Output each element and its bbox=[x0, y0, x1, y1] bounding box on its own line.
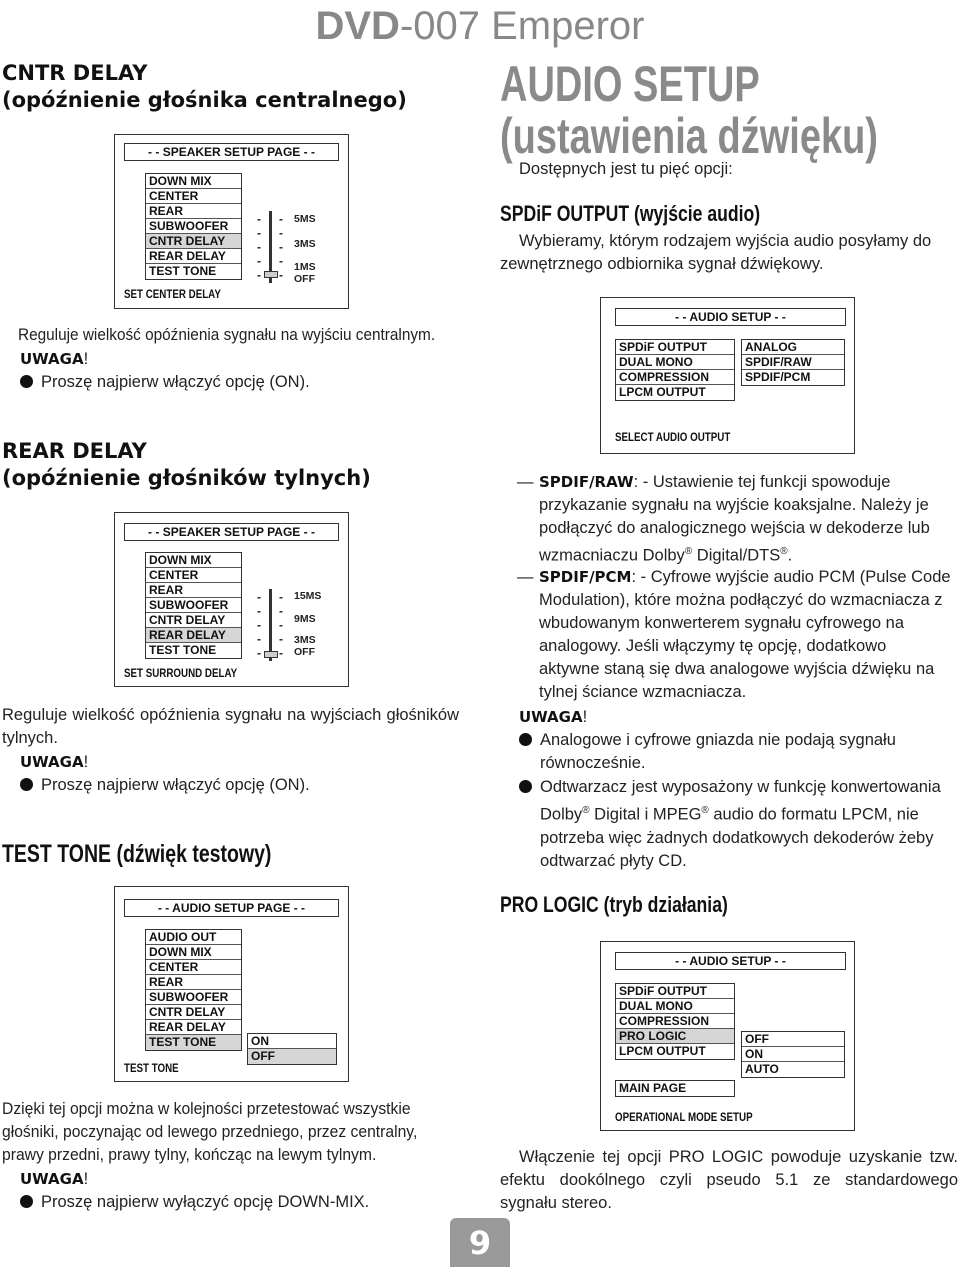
menu-item[interactable]: REAR DELAY bbox=[146, 1020, 241, 1035]
menu-item[interactable]: DOWN MIX bbox=[146, 553, 241, 568]
menu-item[interactable]: SUBWOOFER bbox=[146, 598, 241, 613]
cntr-delay-description: Reguluje wielkość opóźnienia sygnału na wyjściu centralnym. bbox=[18, 326, 436, 344]
delay-slider[interactable]: - - - - - - - - - - bbox=[257, 212, 283, 282]
menu-item[interactable]: REAR bbox=[146, 975, 241, 990]
option-item[interactable]: SPDIF/PCM bbox=[745, 370, 811, 384]
spdif-bullet-1: Analogowe i cyfrowe gniazda nie podają sygnału równocześnie. bbox=[519, 729, 939, 775]
dash-icon: — bbox=[517, 473, 534, 491]
menu-item[interactable]: CNTR DELAY bbox=[146, 613, 241, 628]
slider-label: OFF bbox=[294, 273, 315, 285]
header-title bbox=[0, 2, 960, 50]
pro-logic-menu[interactable] bbox=[615, 983, 735, 1060]
menu-item[interactable]: DOWN MIX bbox=[146, 945, 241, 960]
cntr-delay-bullet: Proszę najpierw włączyć opcję (ON). bbox=[20, 371, 310, 394]
menu-item[interactable]: CNTR DELAY bbox=[146, 1005, 241, 1020]
pro-logic-screen bbox=[600, 941, 855, 1131]
rear-delay-warning: UWAGA! bbox=[20, 753, 89, 771]
spdif-menu[interactable] bbox=[615, 339, 735, 401]
menu-item[interactable]: SUBWOOFER bbox=[146, 990, 241, 1005]
test-tone-description: Dzięki tej opcji można w kolejności przetestować wszystkie głośniki, poczynając od lewego przedniego, przez centralny, prawy przedni, prawy tylny, kończąc na lewym tylnym. bbox=[2, 1100, 418, 1164]
pro-logic-options[interactable] bbox=[741, 1031, 845, 1078]
option-item[interactable]: ON bbox=[248, 1034, 336, 1049]
menu-item-selected[interactable]: REAR DELAY bbox=[146, 628, 241, 643]
menu-item[interactable]: CENTER bbox=[146, 189, 241, 204]
slider-label: 3MS bbox=[294, 238, 316, 250]
test-tone-screen bbox=[114, 886, 349, 1082]
rear-delay-description: Reguluje wielkość opóźnienia sygnału na wyjściach głośników tylnych. bbox=[2, 706, 459, 747]
slider-knob[interactable] bbox=[264, 651, 278, 658]
menu-item-selected[interactable]: CNTR DELAY bbox=[146, 234, 241, 249]
menu-item[interactable]: SPDiF OUTPUT bbox=[616, 984, 734, 999]
slider-label: 3MS bbox=[294, 634, 316, 646]
spdif-raw-item: — SPDIF/RAW: - Ustawienie tej funkcji spowoduje przykazanie sygnału na wyjście koaksjalne. Należy je podłączyć do analogicznego wejścia w dekoderze lub wzmacniaczu Dolby® Digital/DTS®. bbox=[517, 473, 930, 565]
menu-item[interactable]: CENTER bbox=[146, 568, 241, 583]
screen-title: - - AUDIO SETUP - - bbox=[615, 952, 846, 970]
cntr-delay-screen bbox=[114, 134, 349, 309]
audio-setup-intro: Dostępnych jest tu pięć opcji: bbox=[519, 160, 733, 178]
pro-logic-title: PRO LOGIC (tryb działania) bbox=[500, 892, 728, 917]
option-item-selected[interactable]: OFF bbox=[248, 1049, 336, 1064]
slider-label: 1MS bbox=[294, 261, 316, 273]
screen-caption: SELECT AUDIO OUTPUT bbox=[615, 432, 731, 444]
menu-item[interactable]: DUAL MONO bbox=[616, 999, 734, 1014]
menu-item[interactable]: REAR DELAY bbox=[146, 249, 241, 264]
spdif-options[interactable] bbox=[741, 339, 845, 386]
rear-delay-screen bbox=[114, 512, 349, 687]
spdif-output-description: Wybieramy, którym rodzajem wyjścia audio posyłamy do zewnętrznego odbiornika sygnał dźwiękowy. bbox=[500, 232, 932, 273]
cntr-delay-title: CNTR DELAY (opóźnienie głośnika centralnego) bbox=[2, 61, 407, 112]
screen-caption: SET CENTER DELAY bbox=[124, 289, 221, 301]
spdif-screen bbox=[600, 297, 855, 454]
menu-item[interactable]: REAR bbox=[146, 583, 241, 598]
menu-item[interactable]: TEST TONE bbox=[149, 643, 217, 657]
menu-item[interactable]: DUAL MONO bbox=[616, 355, 734, 370]
rear-delay-title: REAR DELAY (opóźnienie głośników tylnych) bbox=[2, 439, 371, 490]
slider-label: 9MS bbox=[294, 613, 316, 625]
bullet-icon bbox=[20, 778, 33, 791]
header-brand: DVD bbox=[315, 4, 400, 48]
cntr-delay-menu[interactable] bbox=[145, 173, 242, 280]
screen-caption: TEST TONE bbox=[124, 1063, 179, 1075]
slider-label: 5MS bbox=[294, 213, 316, 225]
menu-item[interactable]: SUBWOOFER bbox=[146, 219, 241, 234]
menu-item[interactable]: DOWN MIX bbox=[146, 174, 241, 189]
screen-caption: OPERATIONAL MODE SETUP bbox=[615, 1112, 753, 1124]
screen-title: - - SPEAKER SETUP PAGE - - bbox=[124, 143, 339, 161]
spdif-output-title: SPDiF OUTPUT (wyjście audio) bbox=[500, 201, 761, 226]
bullet-icon bbox=[20, 375, 33, 388]
bullet-icon bbox=[519, 780, 532, 793]
option-item[interactable]: ANALOG bbox=[742, 340, 844, 355]
spdif-bullet-2: Odtwarzacz jest wyposażony w funkcję konwertowania Dolby® Digital i MPEG® audio do formatu LPCM, nie potrzeba więc żadnych dodatkowych dekoderów żeby odtwarzać płyty CD. bbox=[519, 776, 959, 873]
slider-label: OFF bbox=[294, 646, 315, 658]
main-page-button[interactable]: MAIN PAGE bbox=[615, 1080, 735, 1097]
menu-item[interactable]: SPDiF OUTPUT bbox=[616, 340, 734, 355]
bullet-icon bbox=[519, 733, 532, 746]
menu-item[interactable]: LPCM OUTPUT bbox=[619, 1044, 706, 1058]
dash-icon: — bbox=[517, 568, 534, 586]
test-tone-bullet: Proszę najpierw wyłączyć opcję DOWN-MIX. bbox=[20, 1191, 369, 1214]
page-number: 9 bbox=[450, 1218, 510, 1267]
rear-delay-bullet: Proszę najpierw włączyć opcję (ON). bbox=[20, 774, 310, 797]
menu-item-selected[interactable]: PRO LOGIC bbox=[616, 1029, 734, 1044]
menu-item[interactable]: COMPRESSION bbox=[616, 370, 734, 385]
test-tone-title: TEST TONE (dźwięk testowy) bbox=[2, 840, 272, 868]
menu-item[interactable]: COMPRESSION bbox=[616, 1014, 734, 1029]
test-tone-menu[interactable] bbox=[145, 929, 242, 1051]
delay-slider[interactable]: - - - - - - - - - - bbox=[257, 590, 283, 660]
slider-knob[interactable] bbox=[264, 271, 278, 278]
menu-item[interactable]: LPCM OUTPUT bbox=[619, 385, 706, 399]
rear-delay-menu[interactable] bbox=[145, 552, 242, 659]
menu-item[interactable]: REAR bbox=[146, 204, 241, 219]
option-item[interactable]: ON bbox=[742, 1047, 844, 1062]
menu-item[interactable]: CENTER bbox=[146, 960, 241, 975]
header-model: -007 Emperor bbox=[399, 4, 645, 48]
menu-item-selected[interactable]: TEST TONE bbox=[146, 1035, 241, 1050]
option-item[interactable]: SPDIF/RAW bbox=[742, 355, 844, 370]
bullet-icon bbox=[20, 1195, 33, 1208]
test-tone-warning: UWAGA! bbox=[20, 1170, 89, 1188]
spdif-pcm-item: — SPDIF/PCM: - Cyfrowe wyjście audio PCM (Pulse Code Modulation), które można podłączyć do wzmacniacza z wbudowanym konwerterem sygnału cyfrowego na analogowy. Jeśli włączymy tę opcję, dodatkowo aktywne staną się dwa analogowe wyjścia dźwięku na tylnej ściance wzmacniacza. bbox=[517, 568, 951, 701]
slider-label: 15MS bbox=[294, 590, 322, 602]
screen-caption: SET SURROUND DELAY bbox=[124, 668, 238, 680]
test-tone-options[interactable] bbox=[247, 1033, 337, 1065]
cntr-delay-warning: UWAGA! bbox=[20, 350, 89, 368]
menu-item[interactable]: AUDIO OUT bbox=[146, 930, 241, 945]
audio-setup-title: AUDIO SETUP (ustawienia dźwięku) bbox=[500, 56, 878, 164]
spdif-warning: UWAGA! bbox=[519, 708, 588, 726]
screen-title: - - AUDIO SETUP PAGE - - bbox=[124, 899, 339, 917]
option-item[interactable]: AUTO bbox=[745, 1062, 779, 1076]
pro-logic-description: Włączenie tej opcji PRO LOGIC powoduje uzyskanie tzw. efektu dookólnego czyli pseudo 5.1 ze standardowego sygnału stereo. bbox=[500, 1148, 958, 1212]
screen-title: - - SPEAKER SETUP PAGE - - bbox=[124, 523, 339, 541]
screen-title: - - AUDIO SETUP - - bbox=[615, 308, 846, 326]
menu-item[interactable]: TEST TONE bbox=[149, 264, 217, 278]
option-item[interactable]: OFF bbox=[742, 1032, 844, 1047]
